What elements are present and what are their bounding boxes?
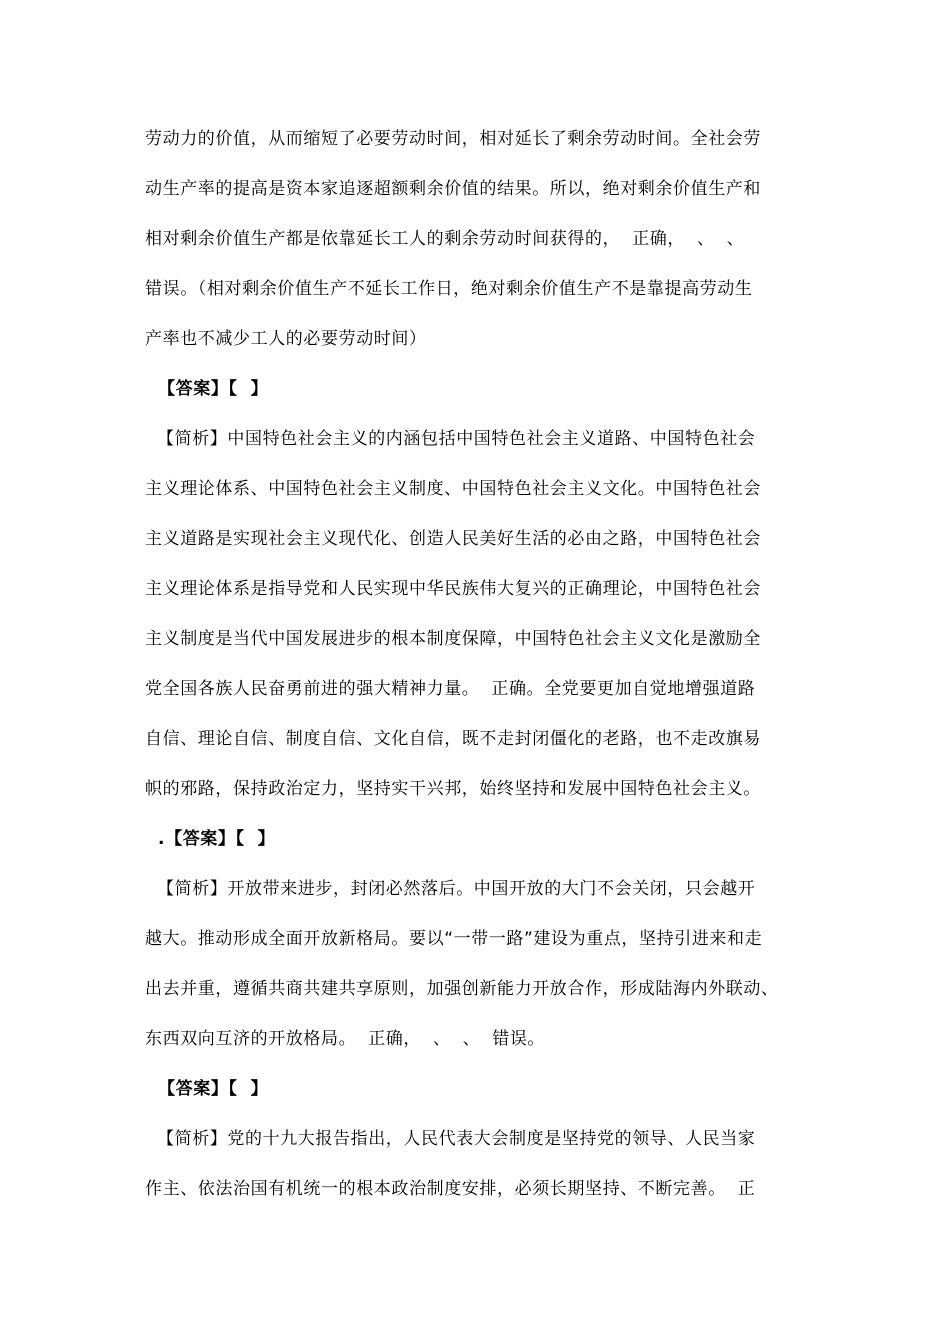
text-line: 相对剩余价值生产都是依靠延长工人的剩余劳动时间获得的， 正确， 、 、 [145,229,745,249]
text-line: 主义理论体系、中国特色社会主义制度、中国特色社会主义文化。中国特色社会 [145,479,761,499]
text-line: 劳动力的价值，从而缩短了必要劳动时间，相对延长了剩余劳动时间。全社会劳 [145,129,761,149]
analysis-line: 【简析】中国特色社会主义的内涵包括中国特色社会主义道路、中国特色社会 [145,429,756,449]
text-line: 自信、理论自信、制度自信、文化自信，既不走封闭僵化的老路，也不走改旗易 [145,729,761,749]
text-line: 越大。推动形成全面开放新格局。要以“一带一路”建设为重点，坚持引进来和走 [145,929,763,949]
analysis-line: 【简析】开放带来进步，封闭必然落后。中国开放的大门不会关闭，只会越开 [145,879,756,899]
answer-heading: 【答案】【 】 [145,1079,269,1099]
text-line: 产率也不减少工人的必要劳动时间） [145,329,427,349]
text-line: 党全国各族人民奋勇前进的强大精神力量。 正确。全党要更加自觉地增强道路 [145,679,756,699]
text-line: 主义理论体系是指导党和人民实现中华民族伟大复兴的正确理论，中国特色社会 [145,579,761,599]
text-line: 出去并重，遵循共商共建共享原则，加强创新能力开放合作，形成陆海内外联动、 [145,979,779,999]
text-line: 东西双向互济的开放格局。 正确， 、 、 错误。 [145,1029,546,1049]
text-line: 错误。（相对剩余价值生产不延长工作日，绝对剩余价值生产不是靠提高劳动生 [145,279,753,299]
analysis-line: 【简析】党的十九大报告指出，人民代表大会制度是坚持党的领导、人民当家 [145,1129,756,1149]
text-line: 作主、依法治国有机统一的根本政治制度安排，必须长期坚持、不断完善。 正 [145,1179,756,1199]
text-line: 动生产率的提高是资本家追逐超额剩余价值的结果。所以，绝对剩余价值生产和 [145,179,761,199]
answer-heading: .【答案】【 】 [145,829,276,849]
answer-heading: 【答案】【 】 [145,379,269,399]
text-line: 主义道路是实现社会主义现代化、创造人民美好生活的必由之路，中国特色社会 [145,529,761,549]
text-line: 帜的邪路，保持政治定力，坚持实干兴邦，始终坚持和发展中国特色社会主义。 [145,779,761,799]
text-line: 主义制度是当代中国发展进步的根本制度保障，中国特色社会主义文化是激励全 [145,629,761,649]
